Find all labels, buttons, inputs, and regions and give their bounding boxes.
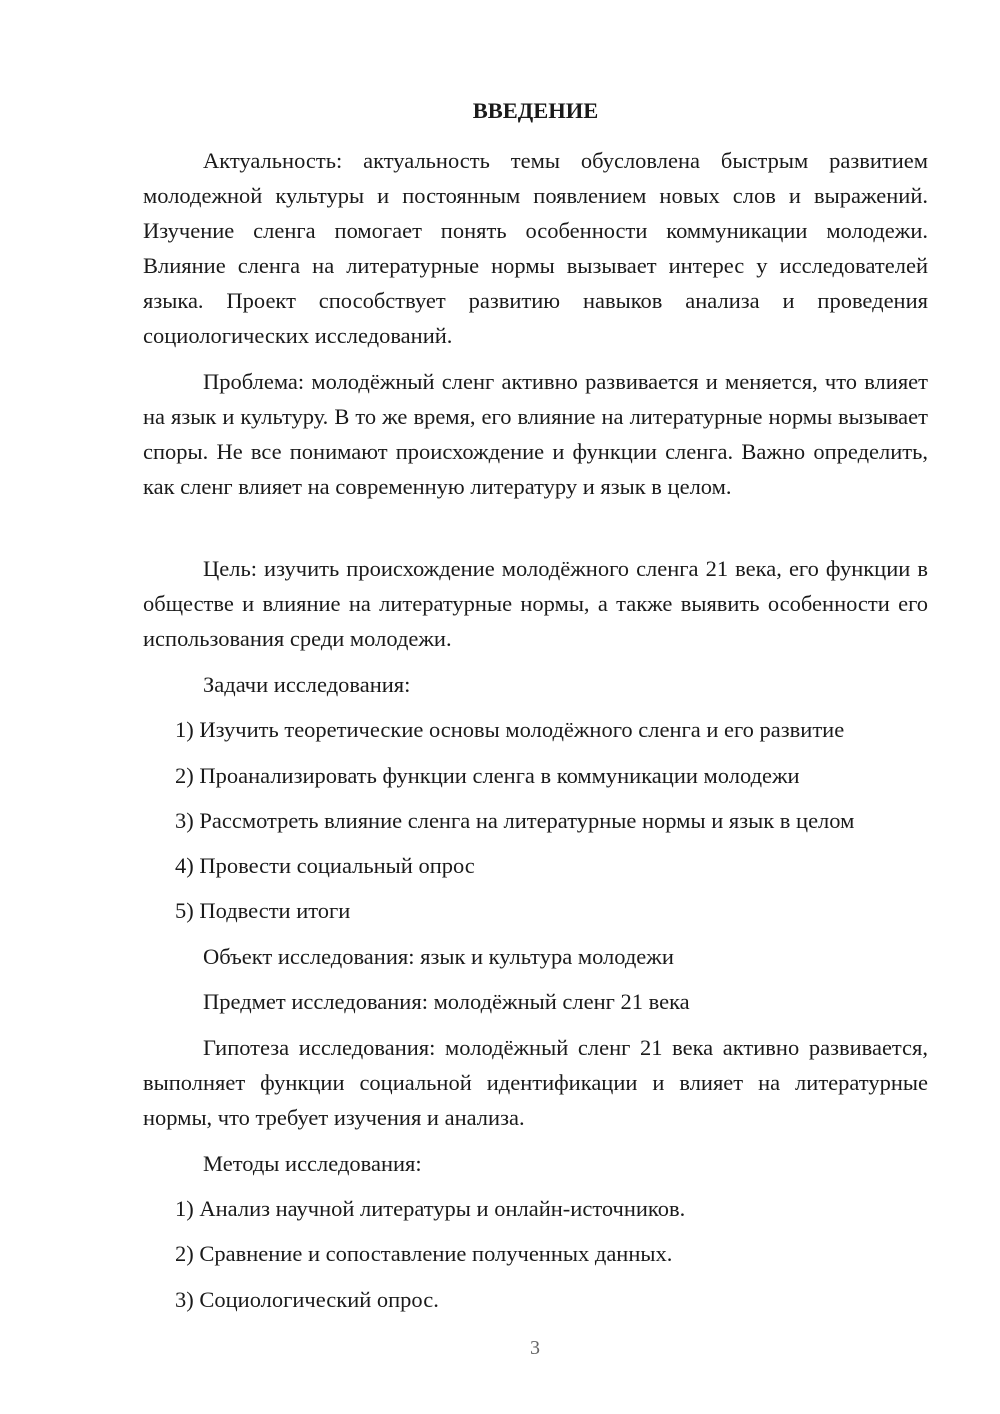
list-item-task: 3) Рассмотреть влияние сленга на литературные нормы и язык в целом	[175, 808, 855, 833]
page-number: 3	[530, 1337, 540, 1359]
list-item-task: 2) Проанализировать функции сленга в коммуникации молодежи	[175, 763, 800, 788]
subject-line: Предмет исследования: молодёжный сленг 21 века	[203, 989, 690, 1014]
problem-paragraph: Проблема: молодёжный сленг активно развивается и меняется, что влияет на язык и культуру. В то же время, его влияние на литературные нормы вызывает споры. Не все понимают происхождение и функции сленга. Важно определить, как сленг влияет на современную литературу и язык в целом.	[143, 369, 928, 499]
methods-heading: Методы исследования:	[203, 1151, 422, 1176]
object-line: Объект исследования: язык и культура молодежи	[203, 944, 674, 969]
tasks-heading: Задачи исследования:	[203, 672, 411, 697]
relevance-paragraph: Актуальность: актуальность темы обусловлена быстрым развитием молодежной культуры и постоянным появлением новых слов и выражений. Изучение сленга помогает понять особенности коммуникации молодежи. Влияние сленга на литературные нормы вызывает интерес у исследователей языка. Проект способствует развитию навыков анализа и проведения социологических исследований.	[143, 148, 928, 348]
goal-paragraph: Цель: изучить происхождение молодёжного сленга 21 века, его функции в обществе и влияние на литературные нормы, а также выявить особенности его использования среди молодежи.	[143, 556, 928, 651]
list-item-method: 1) Анализ научной литературы и онлайн-источников.	[175, 1196, 686, 1221]
list-item-task: 4) Провести социальный опрос	[175, 853, 475, 878]
section-heading: ВВЕДЕНИЕ	[472, 98, 599, 123]
hypothesis-paragraph: Гипотеза исследования: молодёжный сленг 21 века активно развивается, выполняет функции социальной идентификации и влияет на литературные нормы, что требует изучения и анализа.	[143, 1035, 928, 1130]
list-item-task: 5) Подвести итоги	[175, 898, 351, 923]
list-item-method: 2) Сравнение и сопоставление полученных данных.	[175, 1241, 673, 1266]
list-item-method: 3) Социологический опрос.	[175, 1287, 439, 1312]
list-item-task: 1) Изучить теоретические основы молодёжного сленга и его развитие	[175, 717, 845, 742]
